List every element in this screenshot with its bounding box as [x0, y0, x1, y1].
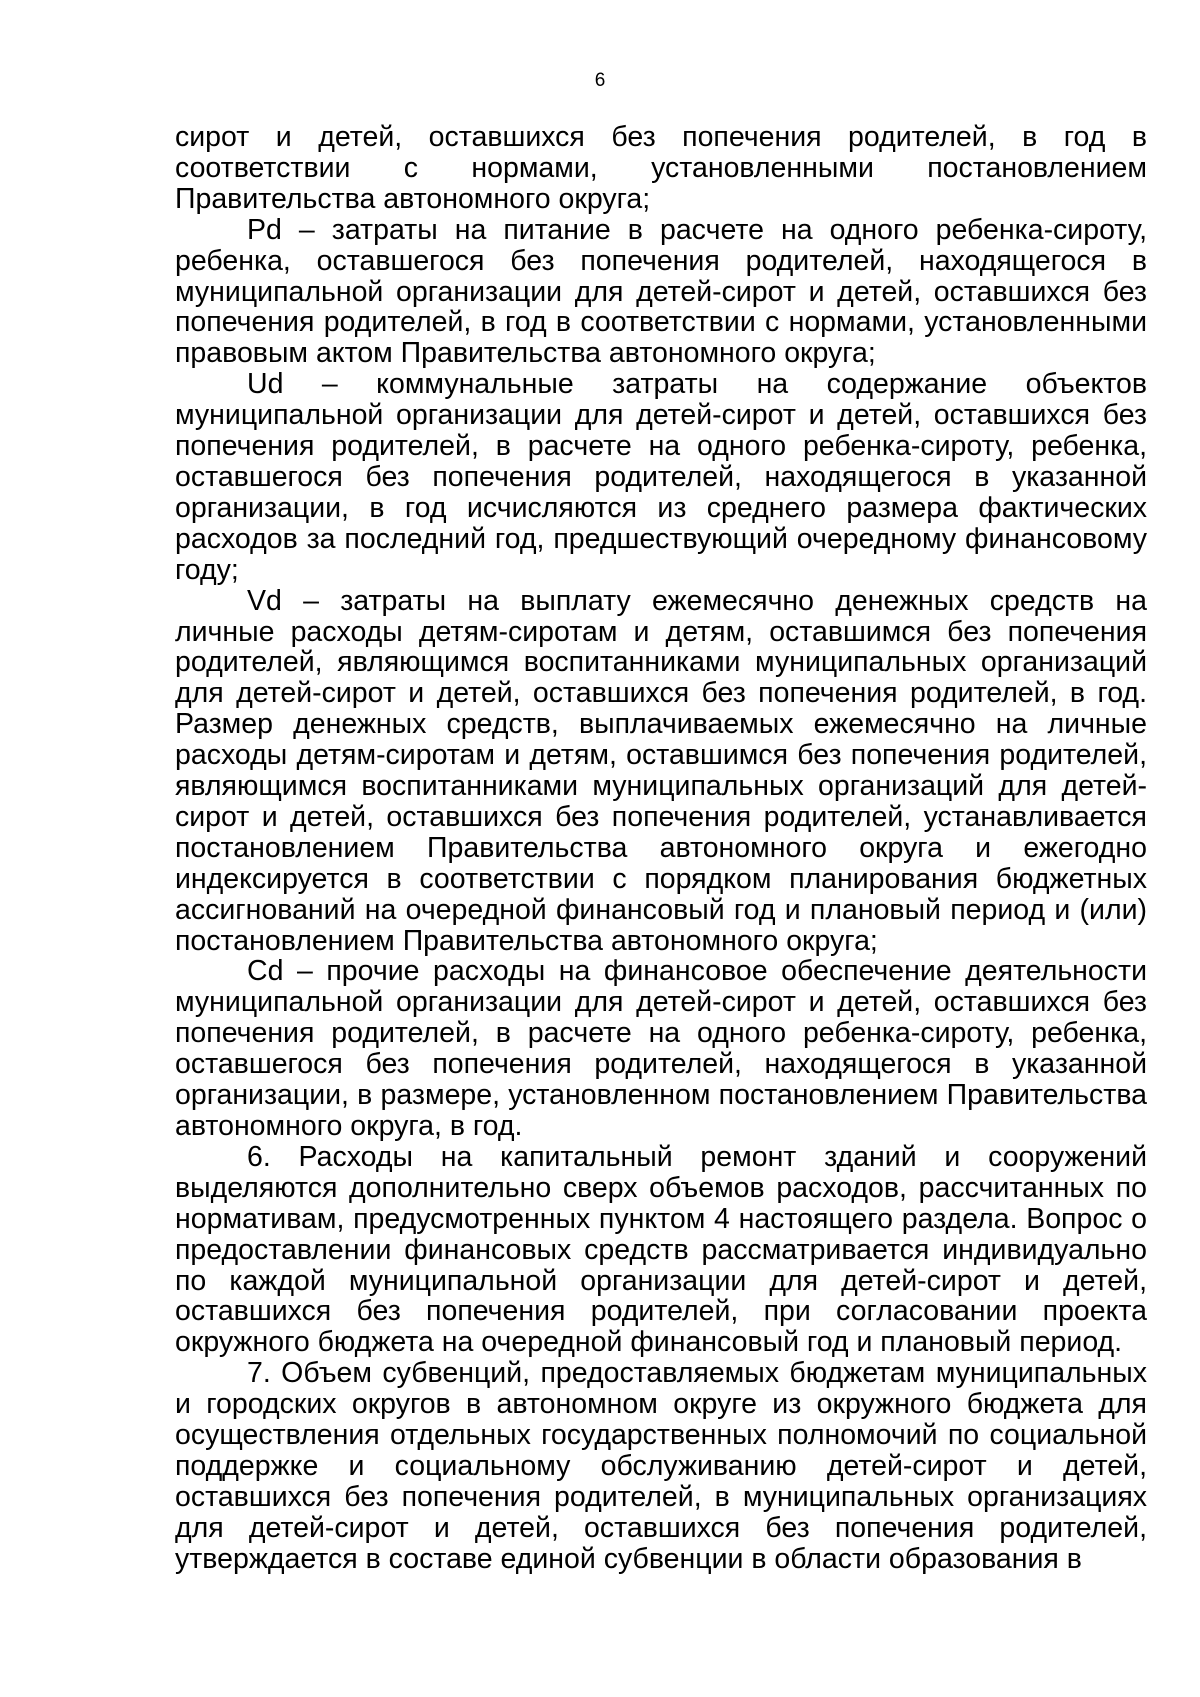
paragraph-cd-definition: Cd – прочие расходы на финансовое обеспечение деятельности муниципальной организации для детей-сирот и детей, оставшихся без попечения родителей, в расчете на одного ребенка-сироту, ребенка, оставшегося без попечения родителей, находящегося в указанной организации, в размере, установленном постановлением Правительства автономного округа, в год. — [175, 955, 1147, 1142]
document-body — [175, 122, 1147, 1575]
paragraph-ud-definition: Ud – коммунальные затраты на содержание объектов муниципальной организации для детей-сирот и детей, оставшихся без попечения родителей, в расчете на одного ребенка-сироту, ребенка, оставшегося без попечения родителей, находящегося в указанной организации, в год исчисляются из среднего размера фактических расходов за последний год, предшествующий очередному финансовому году; — [175, 368, 1147, 586]
page-number: 6 — [594, 70, 606, 91]
paragraph-pd-definition: Pd – затраты на питание в расчете на одного ребенка-сироту, ребенка, оставшегося без попечения родителей, находящегося в муниципальной организации для детей-сирот и детей, оставшихся без попечения родителей, в год в соответствии с нормами, установленными правовым актом Правительства автономного округа; — [175, 213, 1147, 370]
paragraph-item-7: 7. Объем субвенций, предоставляемых бюджетам муниципальных и городских округов в автономном округе из окружного бюджета для осуществления отдельных государственных полномочий по социальной поддержке и социальному обслуживанию детей-сирот и детей, оставшихся без попечения родителей, в муниципальных организациях для детей-сирот и детей, оставшихся без попечения родителей, утверждается в составе единой субвенции в области образования в — [175, 1357, 1147, 1575]
paragraph-vd-definition: Vd – затраты на выплату ежемесячно денежных средств на личные расходы детям-сиротам и детям, оставшимся без попечения родителей, являющимся воспитанниками муниципальных организаций для детей-сирот и детей, оставшихся без попечения родителей, в год. Размер денежных средств, выплачиваемых ежемесячно на личные расходы детям-сиротам и детям, оставшимся без попечения родителей, являющимся воспитанниками муниципальных организаций для детей-сирот и детей, оставшихся без попечения родителей, устанавливается постановлением Правительства автономного округа и ежегодно индексируется в соответствии с порядком планирования бюджетных ассигнований на очередной финансовый год и плановый период и (или) постановлением Правительства автономного округа; — [175, 584, 1147, 957]
paragraph-continuation: сирот и детей, оставшихся без попечения родителей, в год в соответствии с нормами, установленными постановлением Правительства автономного округа; — [175, 121, 1147, 215]
paragraph-item-6: 6. Расходы на капитальный ремонт зданий и сооружений выделяются дополнительно сверх объемов расходов, рассчитанных по нормативам, предусмотренных пунктом 4 настоящего раздела. Вопрос о предоставлении финансовых средств рассматривается индивидуально по каждой муниципальной организации для детей-сирот и детей, оставшихся без попечения родителей, при согласовании проекта окружного бюджета на очередной финансовый год и плановый период. — [175, 1140, 1147, 1359]
